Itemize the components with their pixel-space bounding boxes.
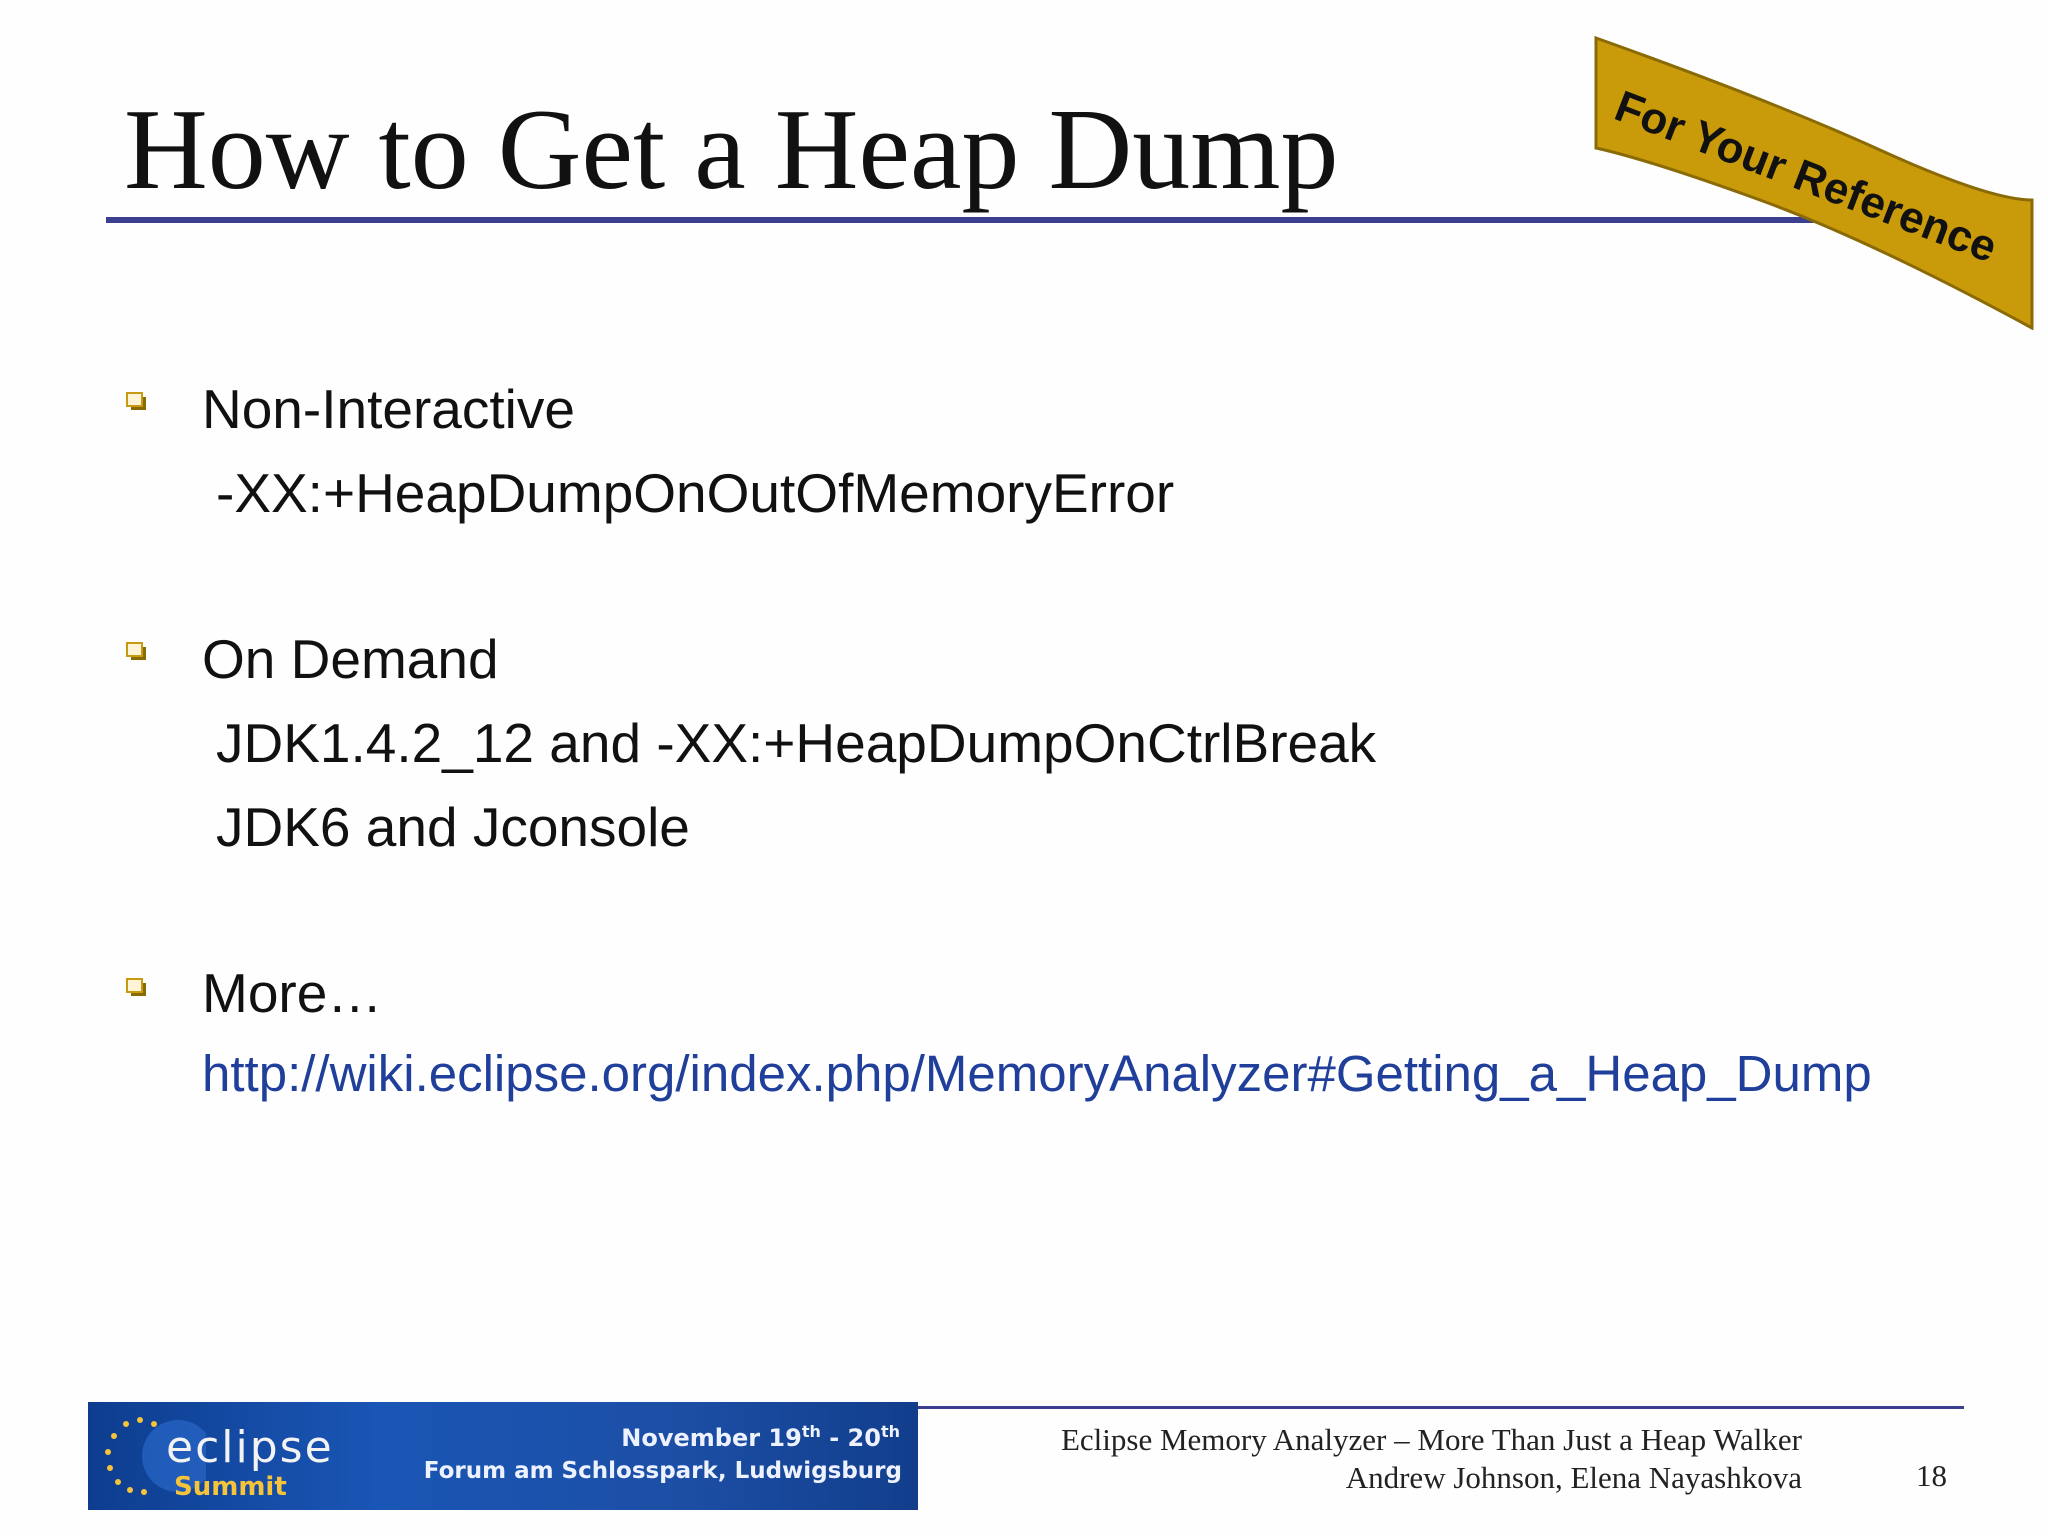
date-end-suffix: th — [880, 1422, 900, 1441]
ribbon-text: For Your Reference — [1608, 81, 2004, 273]
summit-logo-word: Summit — [174, 1472, 287, 1502]
presentation-title: Eclipse Memory Analyzer – More Than Just a Heap Walker — [1060, 1422, 1802, 1457]
item-line: JDK1.4.2_12 and -XX:+HeapDumpOnCtrlBreak — [216, 712, 1377, 774]
item-heading-on-demand: On Demand — [202, 628, 499, 690]
presentation-authors: Andrew Johnson, Elena Nayashkova — [1345, 1460, 1802, 1495]
item-line: JDK6 and Jconsole — [216, 796, 690, 858]
date-end: - 20 — [820, 1424, 881, 1452]
checkbox-bullet-icon — [126, 978, 148, 998]
page-number: 18 — [1916, 1458, 1947, 1493]
for-your-reference-ribbon — [1580, 30, 2040, 330]
event-venue: Forum am Schlosspark, Ludwigsburg — [423, 1458, 902, 1484]
eclipse-logo-word: eclipse — [166, 1422, 334, 1473]
item-heading-non-interactive: Non-Interactive — [202, 378, 575, 440]
date-start: November 19 — [621, 1424, 802, 1452]
event-date — [621, 1424, 900, 1450]
date-start-suffix: th — [801, 1422, 821, 1441]
heap-dump-wiki-link[interactable]: http://wiki.eclipse.org/index.php/MemoryAnalyzer#Getting_a_Heap_Dump — [202, 1045, 1872, 1102]
footer-rule — [912, 1406, 1964, 1409]
checkbox-bullet-icon — [126, 642, 148, 662]
checkbox-bullet-icon — [126, 392, 148, 412]
item-heading-more: More… — [202, 962, 383, 1024]
item-line: -XX:+HeapDumpOnOutOfMemoryError — [216, 462, 1175, 524]
slide-title: How to Get a Heap Dump — [124, 86, 1339, 214]
eclipse-summit-banner — [88, 1402, 918, 1510]
